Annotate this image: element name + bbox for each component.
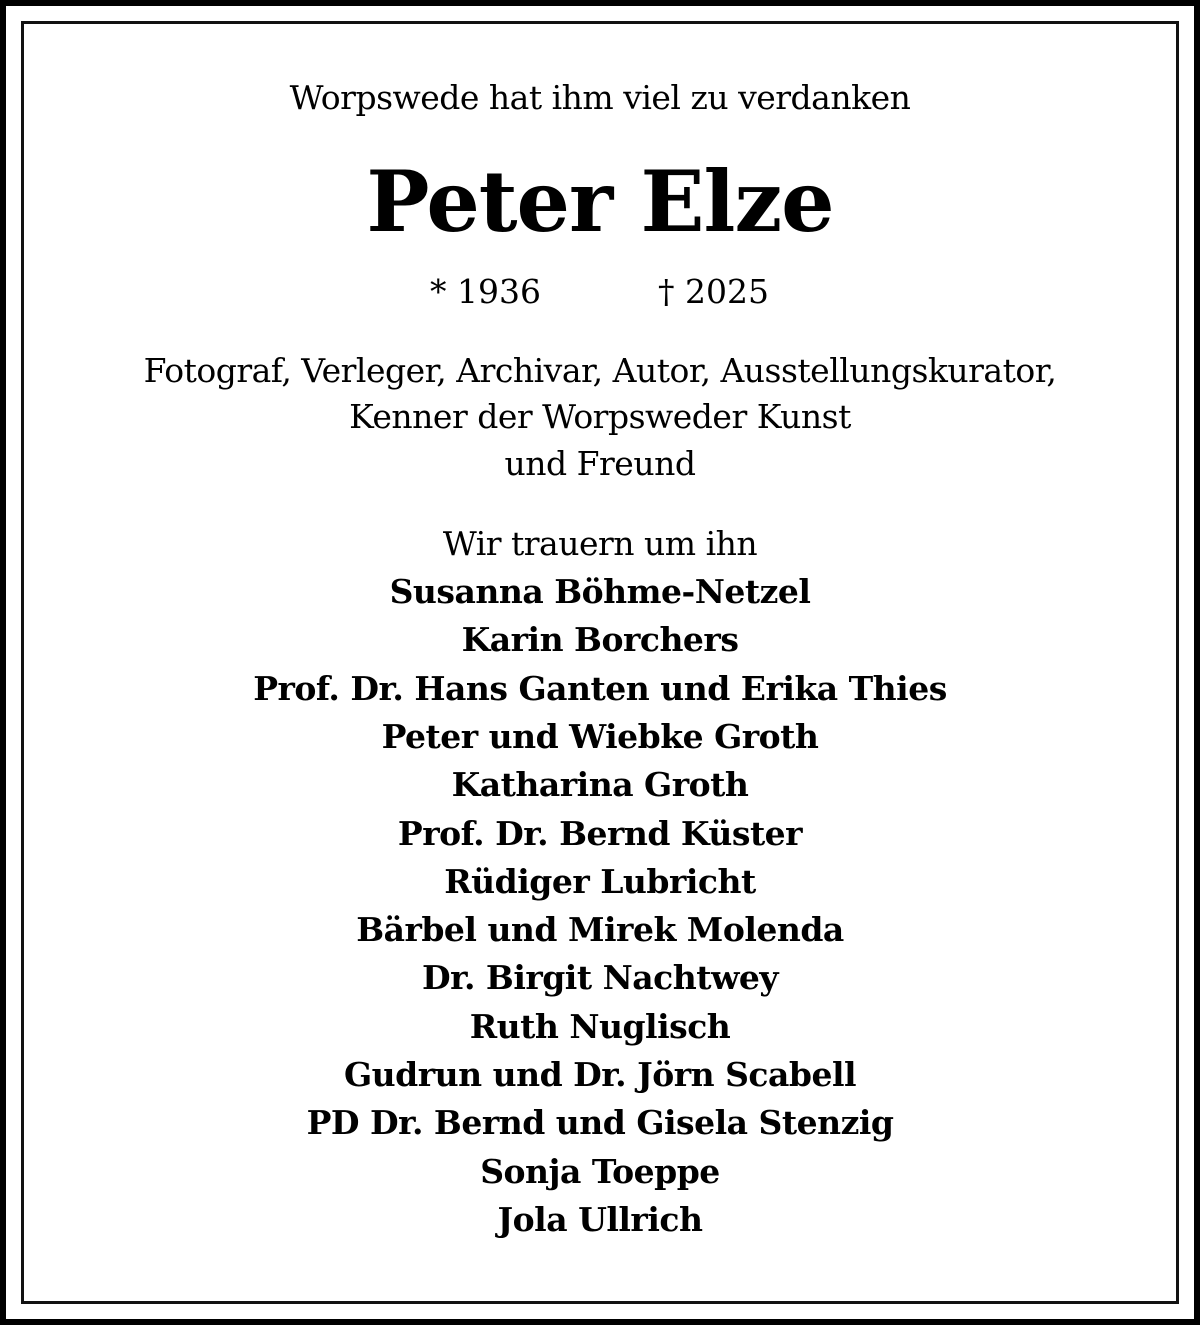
mourner-name: PD Dr. Bernd und Gisela Stenzig [306, 1103, 894, 1143]
birth-year: * 1936 [430, 272, 541, 311]
mourner-name: Susanna Böhme-Netzel [389, 572, 811, 611]
mourner-name: Jola Ullrich [497, 1199, 703, 1239]
mourner-name: Sonja Toeppe [480, 1151, 720, 1191]
deceased-name: Peter Elze [366, 152, 834, 251]
mourner-name: Prof. Dr. Bernd Küster [397, 813, 803, 853]
header-line: Worpswede hat ihm viel zu verdanken [289, 78, 911, 117]
mourner-name: Karin Borchers [461, 620, 739, 660]
description-line: Fotograf, Verleger, Archivar, Autor, Ausstellungskurator, [143, 351, 1057, 390]
mourner-name: Rüdiger Lubricht [444, 861, 756, 901]
mourner-name: Ruth Nuglisch [469, 1006, 731, 1046]
description-line: und Freund [504, 444, 696, 483]
description-line: Kenner der Worpsweder Kunst [349, 397, 851, 436]
mourner-name: Prof. Dr. Hans Ganten und Erika Thies [253, 668, 947, 708]
mourning-intro: Wir trauern um ihn [442, 524, 758, 563]
mourner-name: Gudrun und Dr. Jörn Scabell [343, 1055, 857, 1094]
mourner-name: Peter und Wiebke Groth [381, 716, 819, 756]
death-year: † 2025 [658, 272, 769, 311]
mourner-name: Katharina Groth [451, 765, 749, 805]
mourner-name: Dr. Birgit Nachtwey [421, 958, 779, 998]
mourner-name: Bärbel und Mirek Molenda [356, 910, 844, 950]
